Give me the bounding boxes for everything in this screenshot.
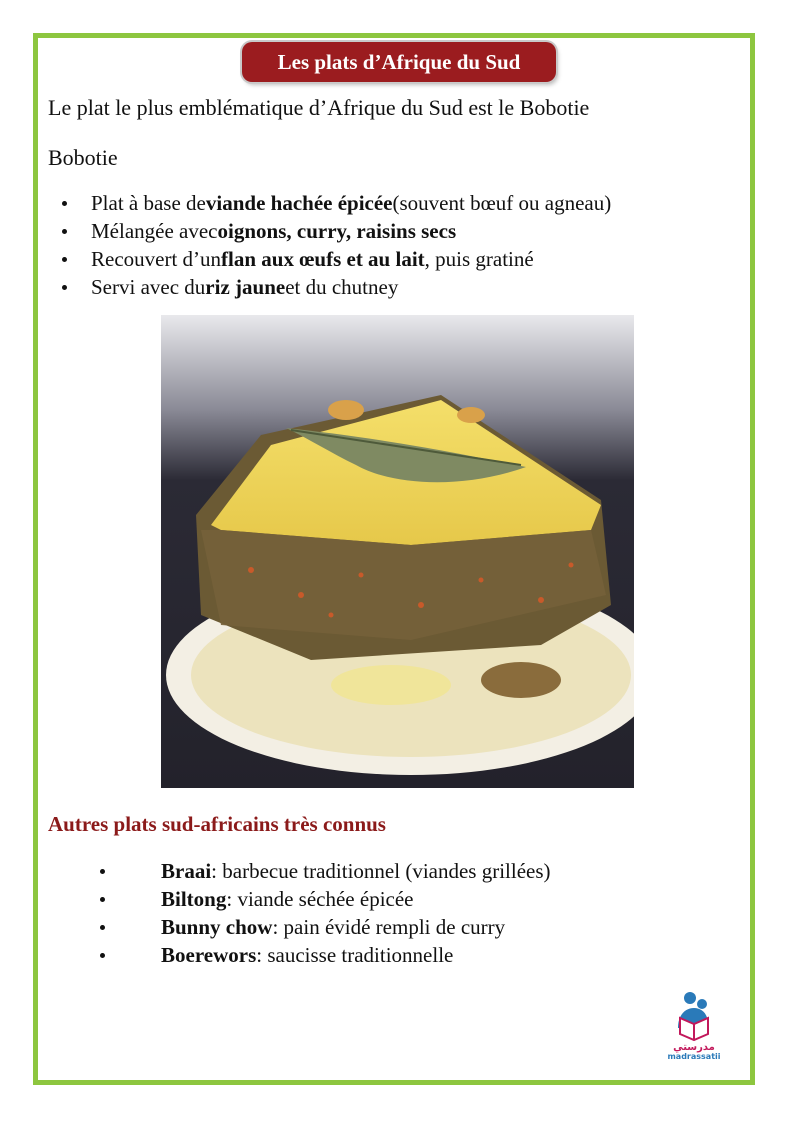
svg-text:مدرستي: مدرستي: [673, 1042, 715, 1053]
list-item: Biltong : viande séchée épicée: [100, 885, 551, 913]
list-item: Recouvert d’un flan aux œufs et au lait , puis gratiné: [62, 245, 611, 273]
bullet-icon: [62, 257, 67, 262]
list-item: Servi avec du riz jaune et du chutney: [62, 273, 611, 301]
bullet-icon: [100, 897, 105, 902]
list-item: Mélangée avec oignons, curry, raisins secs: [62, 217, 611, 245]
list-item: Boerewors : saucisse traditionnelle: [100, 941, 551, 969]
bullet-icon: [62, 201, 67, 206]
intro-text: Le plat le plus emblématique d’Afrique du Sud est le Bobotie: [48, 95, 590, 120]
bullet-icon: [100, 925, 105, 930]
list-item: Plat à base de viande hachée épicée (souvent bœuf ou agneau): [62, 189, 611, 217]
bullet-icon: [62, 285, 67, 290]
svg-text:madrassatii: madrassatii: [667, 1052, 721, 1060]
bobotie-list: [62, 189, 611, 301]
section-title: Autres plats sud-africains très connus: [48, 812, 386, 836]
bullet-icon: [100, 953, 105, 958]
bullet-icon: [100, 869, 105, 874]
bullet-icon: [62, 229, 67, 234]
other-dishes-list: [100, 857, 551, 969]
madrassatii-logo: [664, 990, 724, 1060]
list-item: Bunny chow : pain évidé rempli de curry: [100, 913, 551, 941]
dish-name: Bobotie: [48, 145, 118, 170]
bobotie-photo: [161, 315, 634, 788]
list-item: Braai : barbecue traditionnel (viandes grillées): [100, 857, 551, 885]
page-title: Les plats d’Afrique du Sud: [242, 42, 556, 82]
